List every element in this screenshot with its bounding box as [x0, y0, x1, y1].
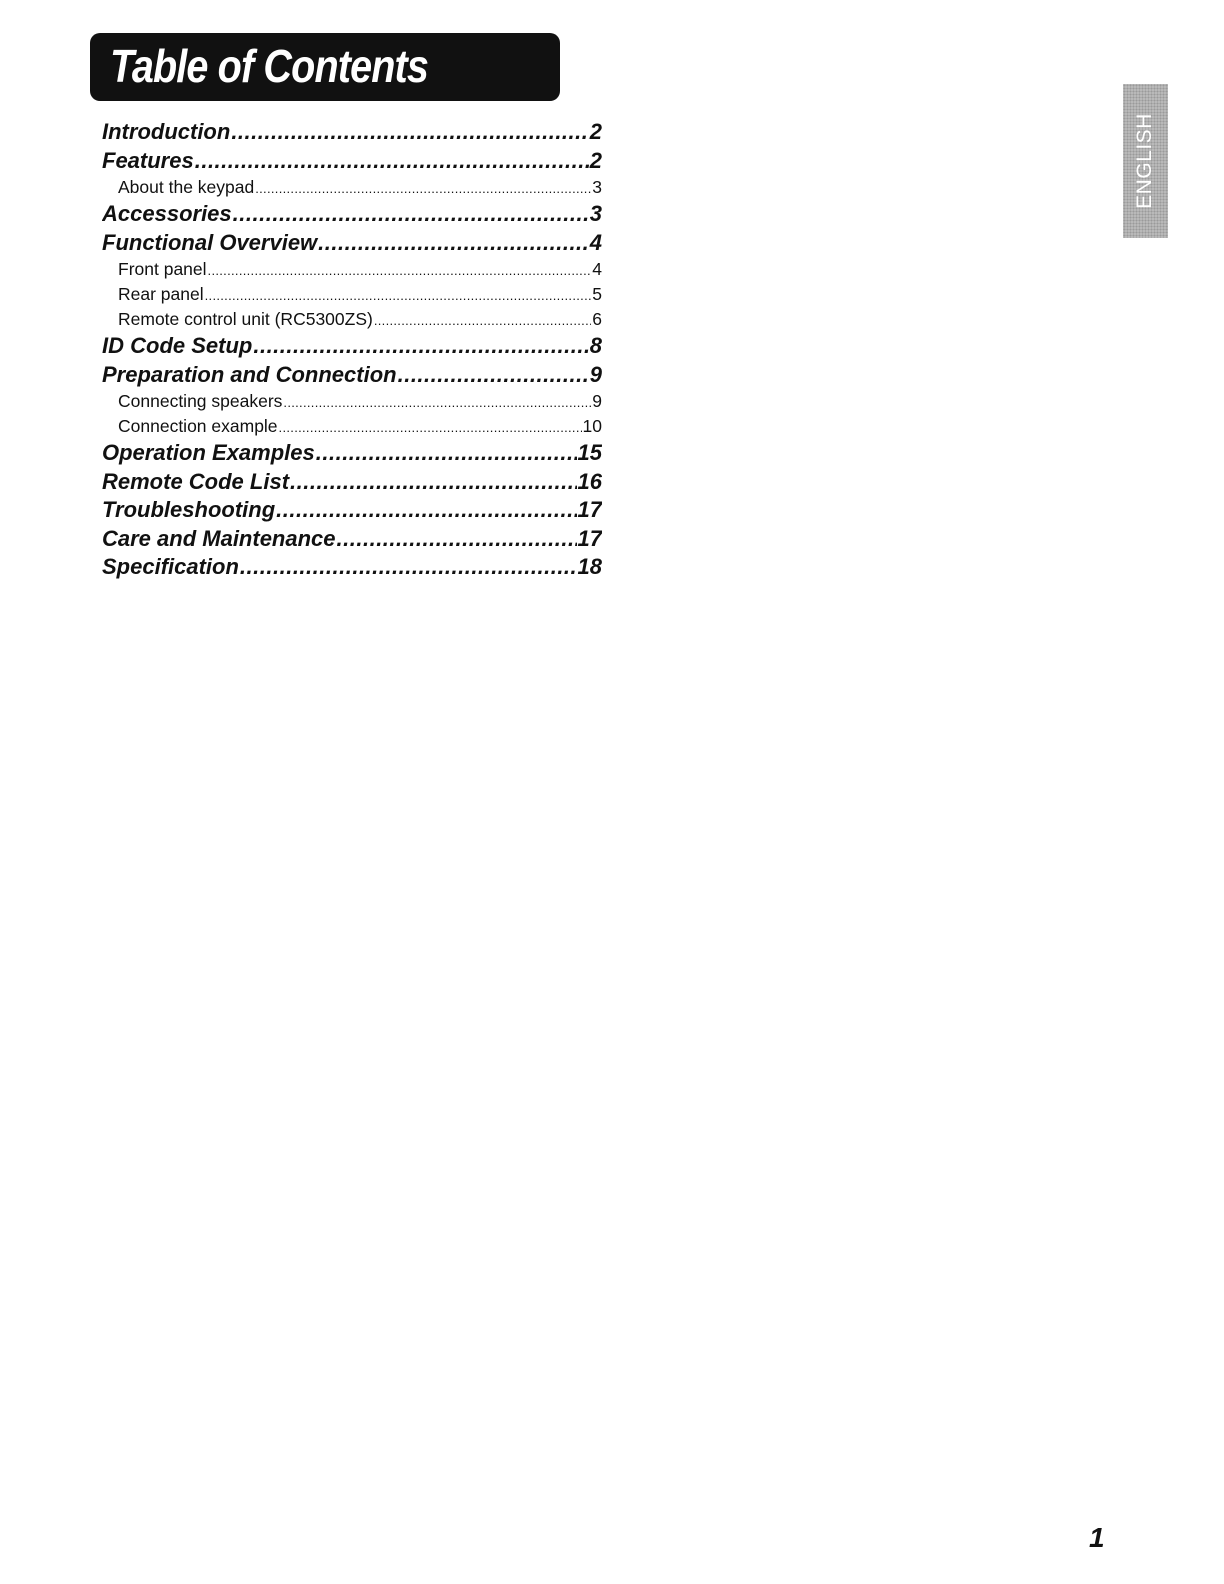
dot-leader: [276, 496, 576, 524]
toc-page-number: 3: [592, 177, 602, 197]
toc-entry-troubleshooting[interactable]: [102, 496, 602, 525]
dot-leader: [233, 200, 589, 228]
toc-label: About the keypad: [118, 177, 255, 197]
toc-entry-preparation-connection[interactable]: [102, 361, 602, 390]
dot-leader: [374, 308, 591, 332]
toc-page-number: 5: [592, 284, 602, 304]
toc-label: Preparation and Connection: [102, 361, 397, 387]
toc-entry-specification[interactable]: [102, 553, 602, 582]
toc-label: Remote control unit (RC5300ZS): [118, 309, 373, 329]
toc-page-number: 16: [577, 468, 602, 494]
toc-subentry-about-keypad[interactable]: [102, 175, 602, 200]
toc-label: Functional Overview: [102, 229, 318, 255]
toc-label: Care and Maintenance: [102, 525, 336, 551]
toc-page-number: 4: [589, 229, 602, 255]
toc-label: Connecting speakers: [118, 391, 283, 411]
toc-subentry-connecting-speakers[interactable]: [102, 389, 602, 414]
toc-entry-introduction[interactable]: [102, 118, 602, 147]
toc-label: Rear panel: [118, 284, 204, 304]
toc-label: Connection example: [118, 416, 278, 436]
toc-label: Features: [102, 147, 194, 173]
table-of-contents: [102, 118, 602, 582]
toc-page-number: 8: [589, 333, 602, 358]
toc-page-number: 10: [582, 416, 602, 436]
toc-page-number: 9: [589, 361, 602, 387]
toc-page-number: 15: [577, 440, 602, 465]
toc-page-number: 17: [577, 525, 602, 551]
toc-label: Operation Examples: [102, 440, 315, 465]
language-tab-label: ENGLISH: [1133, 113, 1156, 209]
toc-label: Troubleshooting: [102, 497, 276, 522]
dot-leader: [231, 118, 588, 146]
language-tab: [1123, 84, 1168, 238]
toc-page-number: 2: [589, 147, 602, 173]
toc-entry-care-maintenance[interactable]: [102, 525, 602, 554]
toc-page-number: 3: [589, 201, 602, 226]
toc-label: Specification: [102, 554, 239, 579]
dot-leader: [195, 147, 589, 175]
page-title: Table of Contents: [110, 40, 428, 92]
toc-page-number: 18: [577, 554, 602, 579]
dot-leader: [279, 415, 582, 439]
dot-leader: [253, 332, 588, 360]
dot-leader: [208, 258, 592, 282]
dot-leader: [240, 553, 577, 581]
toc-label: Introduction: [102, 119, 231, 144]
title-banner: [90, 33, 560, 101]
dot-leader: [316, 439, 577, 467]
dot-leader: [290, 468, 576, 496]
dot-leader: [255, 176, 591, 200]
toc-page-number: 9: [592, 391, 602, 411]
toc-page-number: 2: [589, 119, 602, 144]
page-number: 1: [1089, 1522, 1105, 1553]
dot-leader: [205, 283, 592, 307]
toc-label: Accessories: [102, 201, 232, 226]
toc-entry-functional-overview[interactable]: [102, 229, 602, 258]
toc-subentry-remote-control[interactable]: [102, 307, 602, 332]
toc-entry-id-code-setup[interactable]: [102, 332, 602, 361]
dot-leader: [398, 361, 589, 389]
toc-entry-operation-examples[interactable]: [102, 439, 602, 468]
toc-entry-accessories[interactable]: [102, 200, 602, 229]
toc-subentry-connection-example[interactable]: [102, 414, 602, 439]
toc-subentry-front-panel[interactable]: [102, 257, 602, 282]
toc-entry-remote-code-list[interactable]: [102, 468, 602, 497]
dot-leader: [337, 525, 577, 553]
toc-entry-features[interactable]: [102, 147, 602, 176]
dot-leader: [283, 390, 591, 414]
toc-subentry-rear-panel[interactable]: [102, 282, 602, 307]
toc-label: Remote Code List: [102, 468, 290, 494]
dot-leader: [318, 229, 589, 257]
toc-page-number: 17: [577, 497, 602, 522]
toc-page-number: 4: [592, 259, 602, 279]
toc-label: ID Code Setup: [102, 333, 253, 358]
toc-page-number: 6: [592, 309, 602, 329]
toc-label: Front panel: [118, 259, 207, 279]
